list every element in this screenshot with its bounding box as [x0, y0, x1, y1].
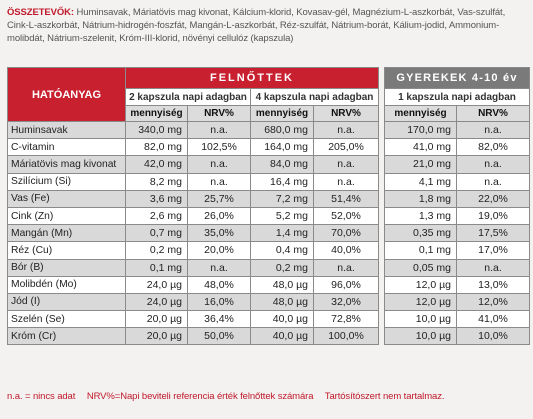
nutrition-table-wrapper	[7, 67, 529, 374]
child-1caps-amount: 0,05 mg	[385, 259, 457, 276]
adult-2caps-amount: 3,6 mg	[126, 190, 188, 207]
child-1caps-amount: 0,1 mg	[385, 242, 457, 259]
adult-2caps-amount: 82,0 mg	[126, 139, 188, 156]
adult-4caps-nrv: 72,8%	[314, 311, 379, 328]
adults-header: FELNŐTTEK	[126, 68, 379, 89]
child-1caps-amount: 12,0 µg	[385, 276, 457, 293]
table-row	[8, 225, 530, 242]
adult-4caps-amount: 1,4 mg	[251, 225, 314, 242]
table-row	[8, 139, 530, 156]
adult-2caps-nrv: n.a.	[188, 156, 251, 173]
child-1caps-amount: 4,1 mg	[385, 173, 457, 190]
ingredient-name: Réz (Cu)	[8, 242, 126, 259]
ingredient-name: Vas (Fe)	[8, 190, 126, 207]
ingredients-text	[7, 6, 526, 45]
child-1caps-amount: 10,0 µg	[385, 328, 457, 345]
footer-storage-note: Tartósítószert nem tartalmaz.	[324, 391, 445, 402]
child-1caps-nrv: 22,0%	[457, 190, 530, 207]
adult-4caps-amount: 164,0 mg	[251, 139, 314, 156]
adult-2caps-nrv: 102,5%	[188, 139, 251, 156]
ingredient-name: Máriatövis mag kivonat	[8, 156, 126, 173]
adult-2caps-amount: 340,0 mg	[126, 122, 188, 139]
nutrition-table-body	[8, 122, 530, 345]
adult-4caps-amount: 16,4 mg	[251, 173, 314, 190]
adults-2caps-header: 2 kapszula napi adagban	[126, 89, 251, 106]
col-amount-header: mennyiség	[385, 106, 457, 122]
adult-4caps-nrv: n.a.	[314, 173, 379, 190]
adult-2caps-nrv: 25,7%	[188, 190, 251, 207]
table-row	[8, 207, 530, 224]
children-header: GYEREKEK 4-10 év	[385, 68, 530, 89]
adult-2caps-amount: 24,0 µg	[126, 293, 188, 310]
ingredient-name: Jód (I)	[8, 293, 126, 310]
child-1caps-nrv: 17,0%	[457, 242, 530, 259]
ingredient-name: Szelén (Se)	[8, 311, 126, 328]
adult-4caps-amount: 40,0 µg	[251, 328, 314, 345]
adult-2caps-amount: 24,0 µg	[126, 276, 188, 293]
table-row	[8, 311, 530, 328]
adult-2caps-amount: 20,0 µg	[126, 328, 188, 345]
adult-4caps-nrv: n.a.	[314, 122, 379, 139]
child-1caps-amount: 1,3 mg	[385, 207, 457, 224]
col-nrv-header: NRV%	[457, 106, 530, 122]
adult-2caps-amount: 0,7 mg	[126, 225, 188, 242]
table-row	[8, 122, 530, 139]
adult-2caps-nrv: 26,0%	[188, 207, 251, 224]
table-row	[8, 259, 530, 276]
adult-4caps-nrv: 205,0%	[314, 139, 379, 156]
adult-4caps-nrv: 52,0%	[314, 207, 379, 224]
adult-2caps-nrv: 50,0%	[188, 328, 251, 345]
table-row	[8, 173, 530, 190]
ingredient-name: C-vitamin	[8, 139, 126, 156]
child-1caps-amount: 12,0 µg	[385, 293, 457, 310]
child-1caps-amount: 41,0 mg	[385, 139, 457, 156]
col-nrv-header: NRV%	[188, 106, 251, 122]
footer-na-note: n.a. = nincs adat	[7, 391, 76, 402]
child-1caps-nrv: 13,0%	[457, 276, 530, 293]
ingredients-list: Huminsavak, Máriatövis mag kivonat, Kálcium-klorid, Kovasav-gél, Magnézium-L-aszkorbát, Vas-szulfát, Cink-L-aszkorbát, Nátrium-hidrogén-foszfát, Mangán-L-aszkorbát, Réz-szulfát, Nátrium-borát, Kálium-jodid, Ammonium-molibdát, Nátrium-szelenit, Króm-III-klorid, növényi cellulóz (kapszula)	[7, 7, 506, 44]
ingredient-name: Bór (B)	[8, 259, 126, 276]
adult-4caps-nrv: n.a.	[314, 259, 379, 276]
table-row	[8, 242, 530, 259]
child-1caps-nrv: n.a.	[457, 122, 530, 139]
child-1caps-nrv: 10,0%	[457, 328, 530, 345]
col-nrv-header: NRV%	[314, 106, 379, 122]
active-ingredient-header: HATÓANYAG	[8, 68, 126, 122]
adult-2caps-amount: 2,6 mg	[126, 207, 188, 224]
adult-4caps-amount: 48,0 µg	[251, 293, 314, 310]
adult-2caps-nrv: 36,4%	[188, 311, 251, 328]
ingredient-name: Huminsavak	[8, 122, 126, 139]
table-row	[8, 293, 530, 310]
child-1caps-amount: 21,0 mg	[385, 156, 457, 173]
col-amount-header: mennyiség	[126, 106, 188, 122]
adult-4caps-nrv: 100,0%	[314, 328, 379, 345]
adult-2caps-nrv: 48,0%	[188, 276, 251, 293]
adult-4caps-nrv: 51,4%	[314, 190, 379, 207]
table-row	[8, 156, 530, 173]
child-1caps-nrv: 19,0%	[457, 207, 530, 224]
adult-4caps-nrv: 40,0%	[314, 242, 379, 259]
child-1caps-amount: 1,8 mg	[385, 190, 457, 207]
footer-nrv-note: NRV%=Napi beviteli referencia érték felnőttek számára	[86, 391, 314, 402]
child-1caps-nrv: 12,0%	[457, 293, 530, 310]
adult-4caps-amount: 40,0 µg	[251, 311, 314, 328]
ingredients-label: ÖSSZETEVŐK:	[7, 7, 74, 18]
adult-4caps-nrv: 32,0%	[314, 293, 379, 310]
adult-2caps-nrv: 35,0%	[188, 225, 251, 242]
child-1caps-amount: 10,0 µg	[385, 311, 457, 328]
adult-2caps-nrv: n.a.	[188, 173, 251, 190]
adult-2caps-amount: 8,2 mg	[126, 173, 188, 190]
ingredient-name: Cink (Zn)	[8, 207, 126, 224]
adult-4caps-amount: 48,0 µg	[251, 276, 314, 293]
adult-4caps-amount: 0,4 mg	[251, 242, 314, 259]
col-amount-header: mennyiség	[251, 106, 314, 122]
adult-4caps-amount: 84,0 mg	[251, 156, 314, 173]
adults-4caps-header: 4 kapszula napi adagban	[251, 89, 379, 106]
ingredient-name: Szilícium (Si)	[8, 173, 126, 190]
adult-4caps-amount: 7,2 mg	[251, 190, 314, 207]
ingredient-name: Mangán (Mn)	[8, 225, 126, 242]
adult-4caps-nrv: 70,0%	[314, 225, 379, 242]
adult-2caps-amount: 0,1 mg	[126, 259, 188, 276]
child-1caps-amount: 170,0 mg	[385, 122, 457, 139]
adult-4caps-nrv: n.a.	[314, 156, 379, 173]
ingredient-name: Molibdén (Mo)	[8, 276, 126, 293]
adult-2caps-nrv: n.a.	[188, 259, 251, 276]
adult-4caps-amount: 5,2 mg	[251, 207, 314, 224]
adult-4caps-nrv: 96,0%	[314, 276, 379, 293]
child-1caps-nrv: 41,0%	[457, 311, 530, 328]
child-1caps-nrv: 82,0%	[457, 139, 530, 156]
adult-2caps-amount: 20,0 µg	[126, 311, 188, 328]
table-row	[8, 276, 530, 293]
adult-2caps-nrv: 20,0%	[188, 242, 251, 259]
table-row	[8, 328, 530, 345]
adult-4caps-amount: 0,2 mg	[251, 259, 314, 276]
table-row	[8, 190, 530, 207]
adult-2caps-amount: 0,2 mg	[126, 242, 188, 259]
children-1caps-header: 1 kapszula napi adagban	[385, 89, 530, 106]
footer-notes	[7, 391, 527, 402]
child-1caps-nrv: n.a.	[457, 156, 530, 173]
child-1caps-nrv: n.a.	[457, 173, 530, 190]
adult-2caps-nrv: 16,0%	[188, 293, 251, 310]
adult-4caps-amount: 680,0 mg	[251, 122, 314, 139]
child-1caps-nrv: 17,5%	[457, 225, 530, 242]
child-1caps-nrv: n.a.	[457, 259, 530, 276]
child-1caps-amount: 0,35 mg	[385, 225, 457, 242]
nutrition-table	[7, 67, 530, 345]
adult-2caps-nrv: n.a.	[188, 122, 251, 139]
ingredient-name: Króm (Cr)	[8, 328, 126, 345]
adult-2caps-amount: 42,0 mg	[126, 156, 188, 173]
